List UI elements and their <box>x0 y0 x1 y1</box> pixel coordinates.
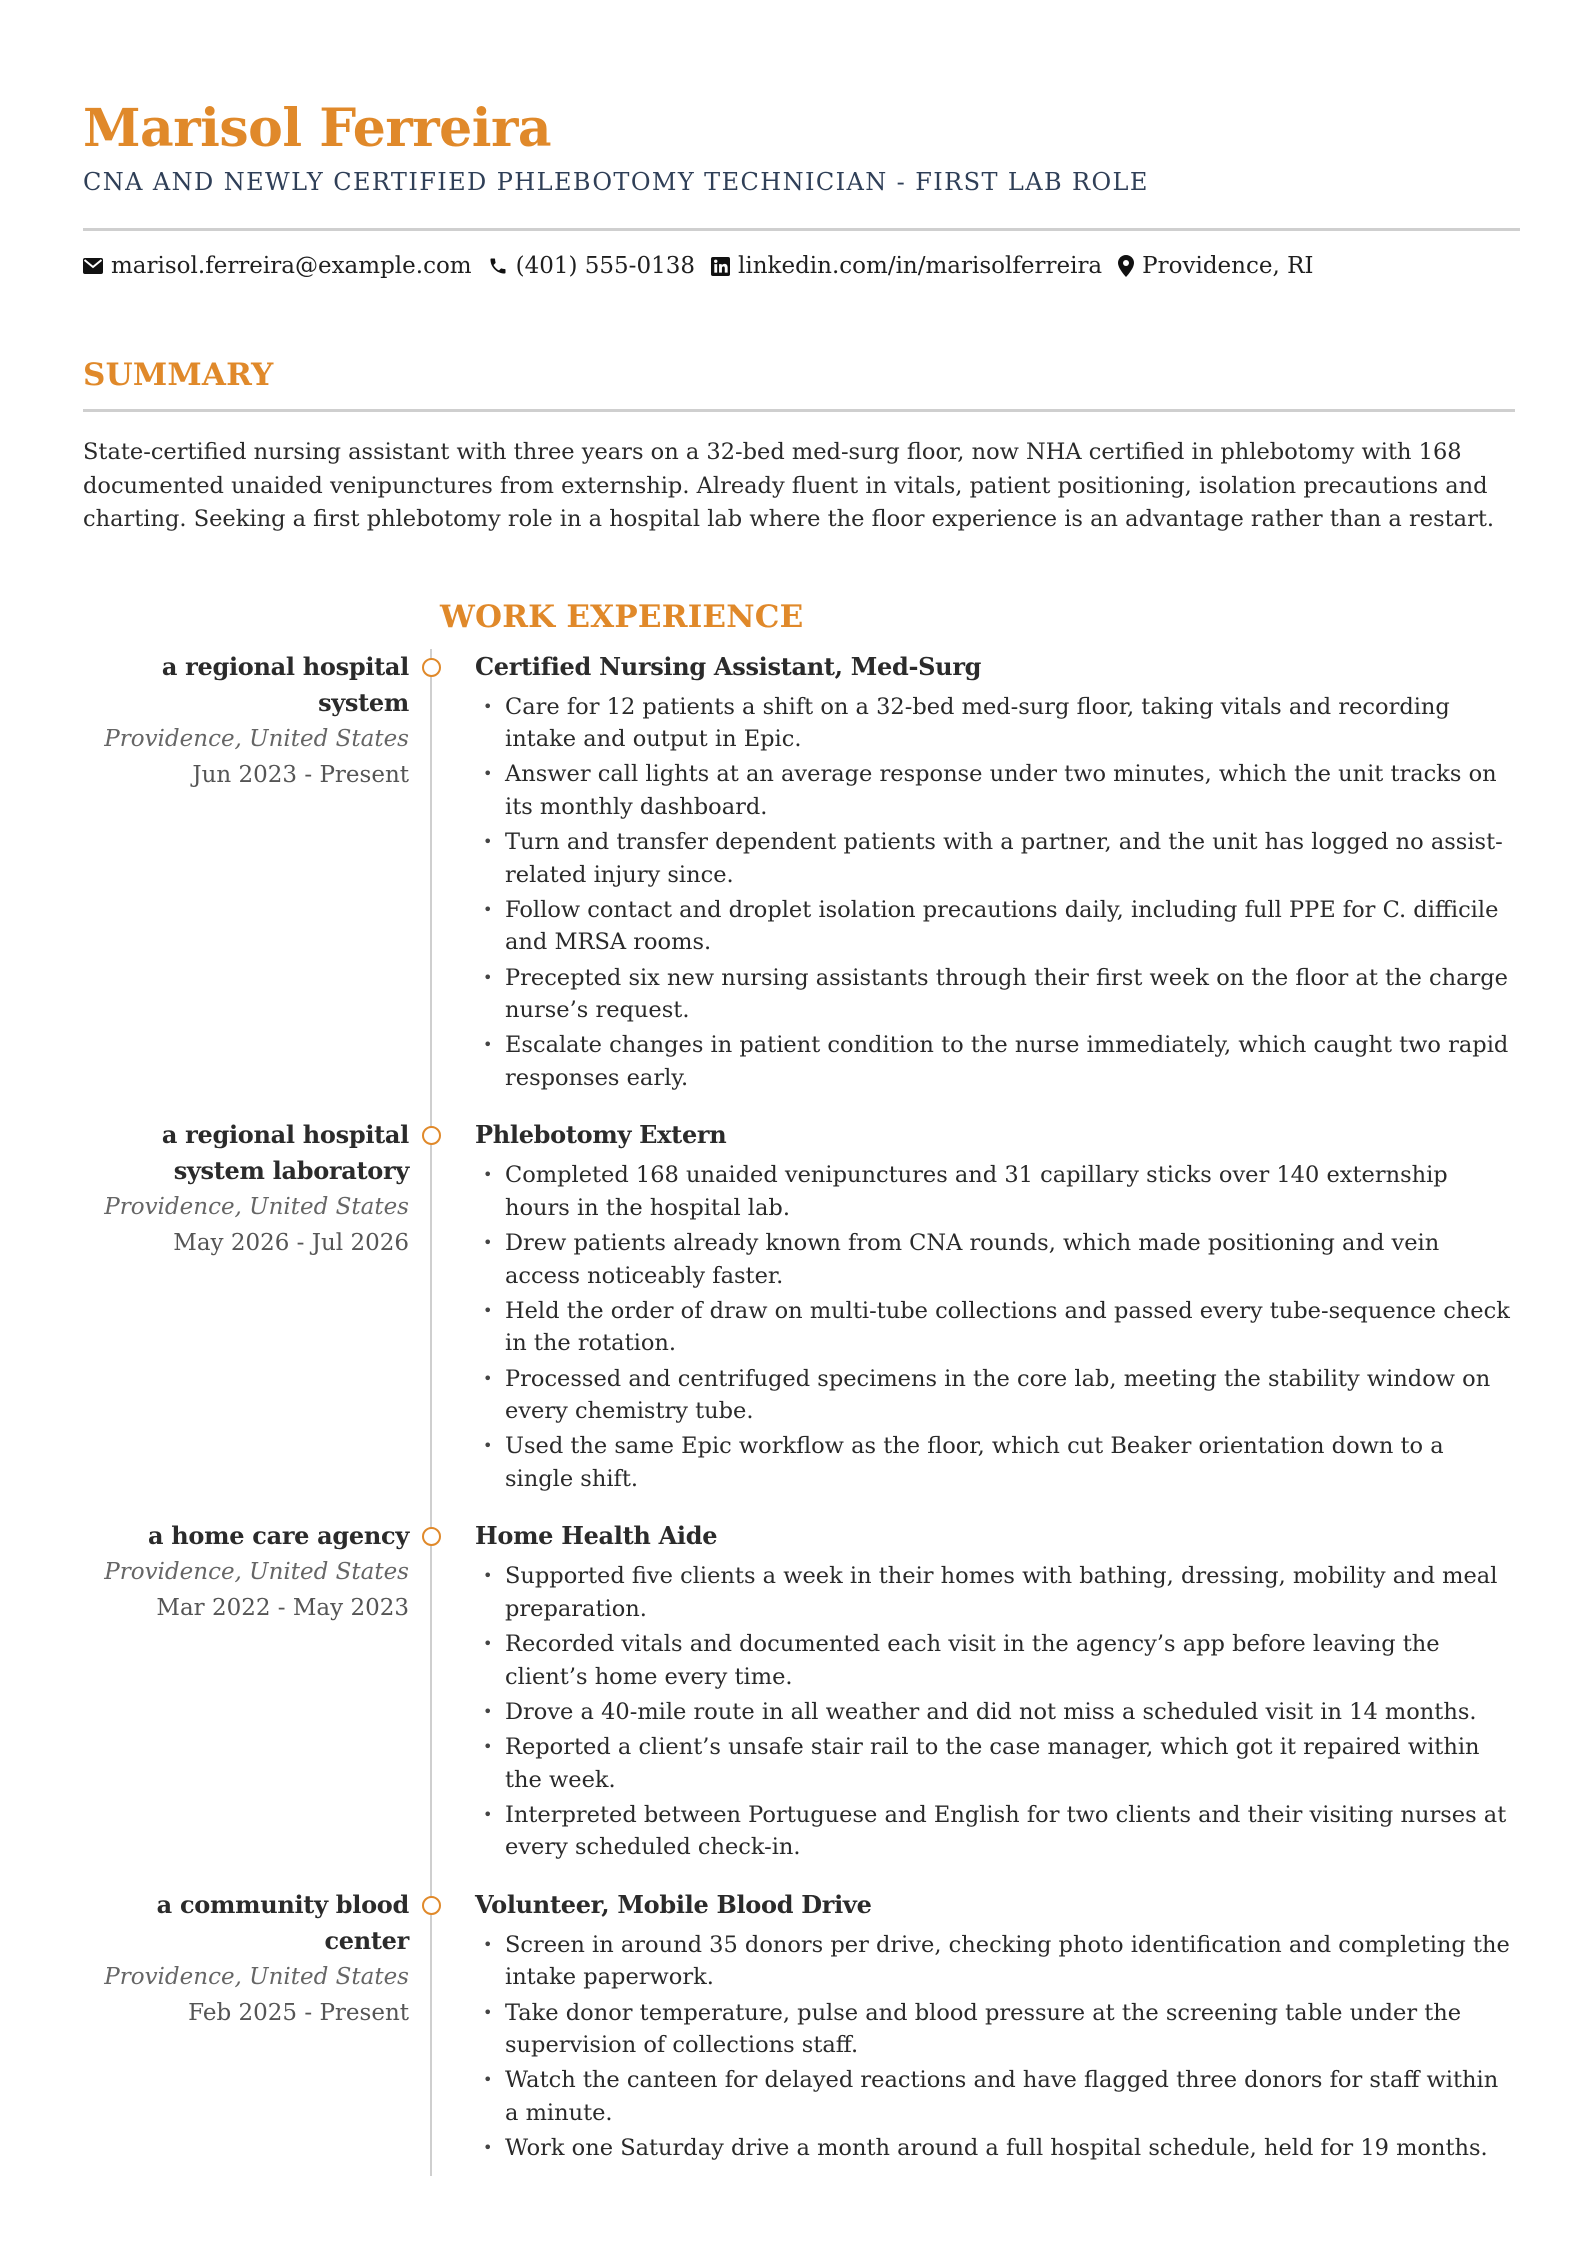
achievement-item: • Used the same Epic workflow as the floor, which cut Beaker orientation down to a single shift. <box>475 1430 1515 1495</box>
achievement-item: • Supported five clients a week in their homes with bathing, dressing, mobility and meal preparation. <box>475 1560 1515 1625</box>
employer-name: a home care agency <box>147 1521 409 1551</box>
achievement-list <box>475 1560 1515 1864</box>
experience-entry <box>83 649 1588 1098</box>
job-title: Certified Nursing Assistant, Med-Surg <box>475 651 982 681</box>
summary-heading: SUMMARY <box>83 357 274 393</box>
job-dates: Jun 2023 - Present <box>192 761 409 788</box>
experience-details <box>475 1117 1515 1498</box>
location-pin-icon <box>1118 255 1134 277</box>
job-title: Volunteer, Mobile Blood Drive <box>475 1889 872 1919</box>
employer-name: a regional hospital system laboratory <box>161 1120 409 1186</box>
experience-meta <box>83 1887 409 2168</box>
timeline-dot-icon <box>422 658 441 677</box>
achievement-list <box>475 691 1515 1095</box>
experience-details <box>475 649 1515 1098</box>
work-experience-heading: WORK EXPERIENCE <box>440 598 804 635</box>
achievement-list <box>475 1159 1515 1495</box>
achievement-item: • Recorded vitals and documented each visit in the agency’s app before leaving the client’s home every time. <box>475 1628 1515 1693</box>
job-location: Providence, United States <box>104 1559 409 1586</box>
contact-location <box>1118 253 1313 279</box>
experience-entry <box>83 1887 1588 2168</box>
summary-divider <box>83 409 1515 412</box>
achievement-item: • Interpreted between Portuguese and English for two clients and their visiting nurses at every scheduled check-in. <box>475 1799 1515 1864</box>
achievement-item: • Drew patients already known from CNA rounds, which made positioning and vein access noticeably faster. <box>475 1227 1515 1292</box>
achievement-item: • Precepted six new nursing assistants through their first week on the floor at the charge nurse’s request. <box>475 962 1515 1027</box>
candidate-name: Marisol Ferreira <box>83 98 552 159</box>
experience-details <box>475 1518 1515 1866</box>
experience-details <box>475 1887 1515 2168</box>
job-title: Phlebotomy Extern <box>475 1120 727 1150</box>
achievement-item: • Processed and centrifuged specimens in the core lab, meeting the stability window on every chemistry tube. <box>475 1363 1515 1428</box>
achievement-item: • Answer call lights at an average response under two minutes, which the unit tracks on its monthly dashboard. <box>475 758 1515 823</box>
envelope-icon <box>83 258 103 274</box>
contact-bar <box>83 249 1588 283</box>
contact-linkedin[interactable] <box>711 253 1102 279</box>
timeline-dot-icon <box>422 1896 441 1915</box>
timeline-marker <box>409 649 475 1098</box>
contact-linkedin-text: linkedin.com/in/marisolferreira <box>738 253 1103 279</box>
contact-email[interactable] <box>83 253 472 279</box>
timeline-dot-icon <box>422 1527 441 1546</box>
job-location: Providence, United States <box>104 1963 409 1990</box>
timeline-marker <box>409 1518 475 1866</box>
phone-icon <box>488 256 508 276</box>
achievement-item: • Turn and transfer dependent patients with a partner, and the unit has logged no assist-related injury since. <box>475 826 1515 891</box>
job-title: Home Health Aide <box>475 1521 718 1551</box>
achievement-item: • Drove a 40-mile route in all weather and did not miss a scheduled visit in 14 months. <box>475 1696 1515 1729</box>
contact-phone-text: (401) 555-0138 <box>515 253 695 279</box>
work-timeline <box>83 649 1588 2168</box>
summary-text: State-certified nursing assistant with three years on a 32-bed med-surg floor, now NHA certified in phlebotomy with 168 documented unaided venipunctures from externship. Already fluent in vitals, patient positioning, isolation precautions and charting. Seeking a first phlebotomy role in a hospital lab where the floor experience is an advantage rather than a restart. <box>83 439 1495 532</box>
experience-meta <box>83 1117 409 1498</box>
achievement-item: • Watch the canteen for delayed reactions and have flagged three donors for staff within a minute. <box>475 2064 1515 2129</box>
experience-entry <box>83 1518 1588 1866</box>
achievement-item: • Screen in around 35 donors per drive, checking photo identification and completing the intake paperwork. <box>475 1929 1515 1994</box>
job-dates: May 2026 - Jul 2026 <box>173 1230 409 1257</box>
timeline-marker <box>409 1887 475 2168</box>
headline: CNA AND NEWLY CERTIFIED PHLEBOTOMY TECHNICIAN - FIRST LAB ROLE <box>83 168 1149 196</box>
achievement-item: • Follow contact and droplet isolation precautions daily, including full PPE for C. difficile and MRSA rooms. <box>475 894 1515 959</box>
experience-meta <box>83 649 409 1098</box>
achievement-list <box>475 1929 1515 2165</box>
job-dates: Feb 2025 - Present <box>188 1999 409 2026</box>
achievement-item: • Reported a client’s unsafe stair rail to the case manager, which got it repaired within the week. <box>475 1731 1515 1796</box>
employer-name: a regional hospital system <box>161 651 409 717</box>
contact-email-text: marisol.ferreira@example.com <box>111 253 472 279</box>
achievement-item: • Escalate changes in patient condition to the nurse immediately, which caught two rapid responses early. <box>475 1029 1515 1094</box>
achievement-item: • Care for 12 patients a shift on a 32-bed med-surg floor, taking vitals and recording intake and output in Epic. <box>475 691 1515 756</box>
achievement-item: • Completed 168 unaided venipunctures and 31 capillary sticks over 140 externship hours in the hospital lab. <box>475 1159 1515 1224</box>
employer-name: a community blood center <box>156 1889 409 1955</box>
experience-meta <box>83 1518 409 1866</box>
job-location: Providence, United States <box>104 725 409 752</box>
achievement-item: • Work one Saturday drive a month around a full hospital schedule, held for 19 months. <box>475 2132 1515 2165</box>
timeline-dot-icon <box>422 1126 441 1145</box>
header-divider <box>83 228 1520 231</box>
contact-location-text: Providence, RI <box>1142 253 1314 279</box>
contact-phone[interactable] <box>488 253 695 279</box>
experience-entry <box>83 1117 1588 1498</box>
achievement-item: • Held the order of draw on multi-tube collections and passed every tube-sequence check in the rotation. <box>475 1295 1515 1360</box>
achievement-item: • Take donor temperature, pulse and blood pressure at the screening table under the supervision of collections staff. <box>475 1997 1515 2062</box>
linkedin-icon <box>711 257 730 276</box>
job-location: Providence, United States <box>104 1194 409 1221</box>
job-dates: Mar 2022 - May 2023 <box>156 1595 409 1622</box>
timeline-marker <box>409 1117 475 1498</box>
